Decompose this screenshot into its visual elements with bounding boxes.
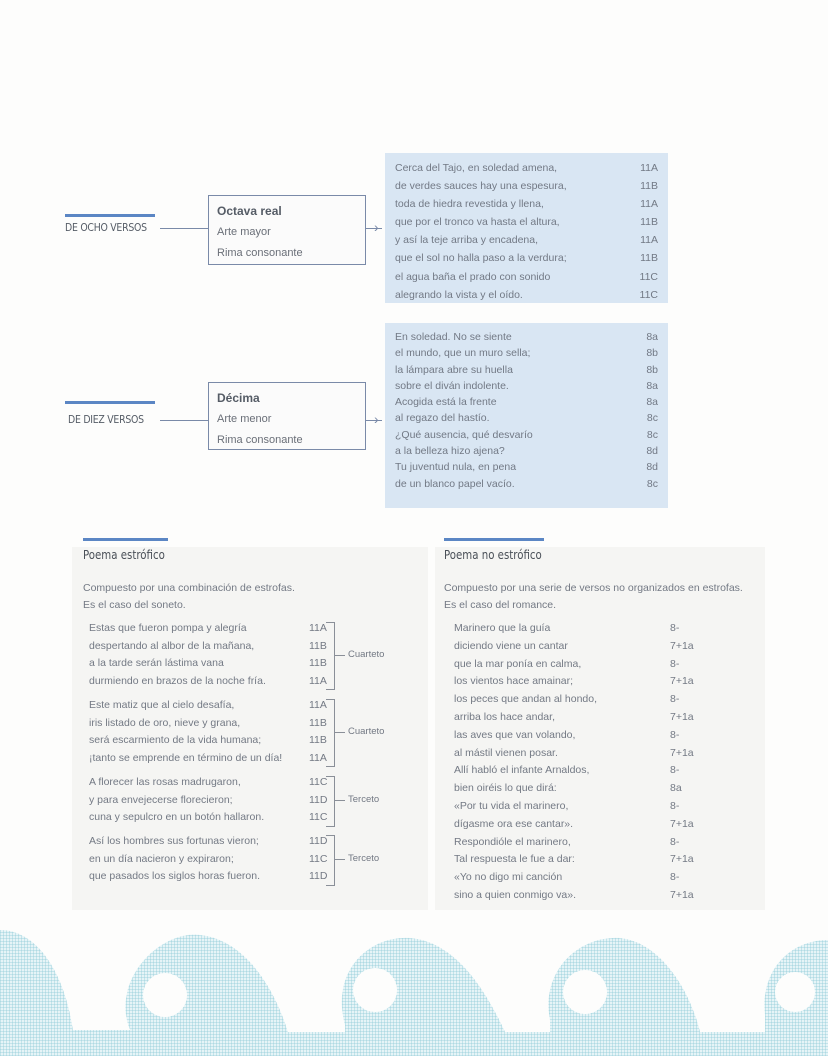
verse-row [89, 715, 339, 732]
verse-meter: 8- [670, 657, 680, 670]
verse-row [395, 459, 658, 475]
stanza-bracket [326, 835, 335, 886]
verse-meter: 11A [640, 234, 658, 247]
verse-row [395, 249, 658, 267]
verse-row [454, 727, 714, 744]
verse-row [454, 620, 714, 637]
verse-text: bien oiréis lo que dirá: [454, 782, 557, 795]
verse-text: que pasados los siglos horas fueron. [89, 870, 261, 882]
verse-row [89, 851, 339, 868]
verse-row [454, 691, 714, 708]
verse-row [89, 732, 339, 749]
verse-meter: 11A [309, 751, 327, 764]
verse-row [89, 750, 339, 767]
arrow-right-icon: › [374, 219, 379, 235]
accent-rule [65, 401, 155, 404]
verse-text: al mástil vienen posar. [454, 746, 558, 759]
verse-text: Este matiz que al cielo desafía, [89, 699, 235, 711]
box-title: Décima [217, 391, 260, 405]
box-line: Arte mayor [217, 226, 271, 238]
description-line: Es el caso del soneto. [83, 599, 186, 611]
verse-row [395, 329, 658, 345]
verse-row [395, 159, 658, 177]
verse-meter: 8- [670, 835, 680, 848]
verse-meter: 8- [670, 800, 680, 812]
verse-meter: 11C [309, 811, 328, 823]
verse-row [89, 774, 339, 791]
description-line: Compuesto por una combinación de estrofas. [83, 582, 295, 594]
arrow-right-icon: › [374, 411, 379, 427]
verse-text: de un blanco papel vacío. [395, 477, 515, 490]
verse-row [89, 697, 339, 714]
verse-row [89, 655, 339, 672]
verse-meter: 8- [670, 728, 680, 741]
verse-row [395, 268, 658, 286]
verse-text: que por el tronco va hasta el altura, [395, 216, 560, 229]
verse-row [395, 378, 658, 394]
verse-text: Respondióle el marinero, [454, 835, 571, 848]
verse-text: el mundo, que un muro sella; [395, 347, 531, 360]
accent-rule [83, 538, 168, 541]
verse-row [395, 362, 658, 378]
box-line: Rima consonante [217, 247, 303, 259]
bracket-tick [335, 655, 345, 656]
verse-box [385, 153, 668, 303]
verse-meter: 11A [309, 674, 327, 687]
connector-line [160, 420, 208, 421]
verse-meter: 8c [646, 428, 658, 441]
verse-meter: 11C [309, 776, 328, 788]
verse-row [454, 869, 714, 886]
verse-meter: 8a [646, 331, 658, 343]
verse-meter: 7+1a [670, 746, 694, 759]
verse-row [454, 762, 714, 779]
verse-row [454, 816, 714, 833]
verse-text: iris listado de oro, nieve y grana, [89, 716, 241, 729]
verse-meter: 8- [670, 693, 680, 706]
verse-text: despertando al albor de la mañana, [89, 639, 255, 652]
verse-row [89, 792, 339, 809]
verse-row [454, 798, 714, 815]
verse-text: arriba los hace andar, [454, 711, 555, 723]
verse-meter: 8- [670, 764, 680, 777]
verse-row [395, 394, 658, 410]
stanza-label: Terceto [348, 794, 380, 806]
verse-text: los vientos hace amainar; [454, 675, 574, 688]
verse-text: Estas que fueron pompa y alegría [89, 622, 247, 634]
verse-row [454, 638, 714, 655]
verse-row [89, 809, 339, 826]
box-title: Octava real [217, 204, 282, 218]
verse-text: durmiendo en brazos de la noche fría. [89, 674, 266, 687]
verse-meter: 11B [309, 639, 327, 652]
verse-text: al regazo del hastío. [395, 412, 490, 425]
verse-meter: 8- [670, 622, 680, 634]
accent-rule [65, 214, 155, 217]
verse-row [454, 780, 714, 797]
verse-box [385, 323, 668, 508]
verse-text: «Yo no digo mi canción [454, 871, 563, 884]
verse-text: toda de hiedra revestida y llena, [395, 198, 544, 211]
verse-meter: 11A [640, 198, 658, 211]
bracket-tick [335, 859, 345, 860]
verse-meter: 7+1a [670, 853, 694, 866]
verse-meter: 7+1a [670, 889, 694, 901]
verse-text: Tu juventud nula, en pena [395, 461, 517, 474]
verse-row [395, 443, 658, 459]
verse-meter: 8a [670, 782, 682, 795]
verse-meter: 11D [309, 793, 328, 806]
verse-meter: 11D [309, 870, 328, 882]
verse-meter: 7+1a [670, 639, 694, 652]
bracket-tick [335, 800, 345, 801]
stanza-label: Cuarteto [348, 649, 385, 660]
verse-meter: 11B [640, 252, 658, 265]
verse-row [395, 427, 658, 443]
stanza-bracket [326, 622, 335, 690]
section-title: Poema no estrófico [444, 548, 542, 562]
verse-text: la lámpara abre su huella [395, 363, 513, 376]
verse-meter: 7+1a [670, 711, 694, 723]
definition-box [208, 195, 366, 265]
verse-meter: 8a [646, 396, 658, 409]
verse-meter: 8a [646, 379, 658, 392]
verse-text: en un día nacieron y expiraron; [89, 852, 234, 865]
verse-text: diciendo viene un cantar [454, 639, 568, 652]
verse-text: A florecer las rosas madrugaron, [89, 776, 241, 788]
stanza-bracket [326, 776, 335, 827]
category-label: DE OCHO VERSOS [65, 221, 147, 234]
box-line: Arte menor [217, 413, 272, 425]
definition-box [208, 382, 366, 450]
verse-text: ¿Qué ausencia, qué desvarío [395, 428, 533, 441]
verse-meter: 7+1a [670, 817, 694, 830]
stanza-label: Terceto [348, 853, 380, 865]
verse-row [89, 673, 339, 690]
section-description [83, 580, 295, 614]
verse-text: alegrando la vista y el oído. [395, 288, 523, 301]
verse-row [454, 673, 714, 690]
verse-meter: 11B [309, 734, 327, 746]
verse-meter: 11C [639, 288, 658, 301]
verse-meter: 8b [646, 363, 658, 376]
verse-meter: 8d [646, 461, 658, 474]
verse-meter: 8c [646, 412, 658, 425]
stanza-label: Cuarteto [348, 726, 385, 737]
description-line: Es el caso del romance. [444, 599, 557, 611]
verse-row [454, 834, 714, 851]
verse-meter: 8c [646, 477, 658, 490]
verse-text: que la mar ponía en calma, [454, 657, 582, 670]
box-line: Rima consonante [217, 434, 303, 446]
verse-row [454, 656, 714, 673]
verse-text: ¡tanto se emprende en término de un día! [89, 751, 283, 764]
section-description [444, 580, 743, 614]
verse-text: el agua baña el prado con sonido [395, 270, 551, 283]
verse-row [89, 620, 339, 637]
verse-meter: 11B [640, 216, 658, 229]
verse-meter: 11D [309, 835, 328, 847]
verse-meter: 8b [646, 347, 658, 360]
description-line: Compuesto por una serie de versos no organizados en estrofas. [444, 582, 743, 594]
verse-text: Marinero que la guía [454, 622, 551, 634]
verse-row [454, 887, 714, 904]
verse-text: sino a quien conmigo va». [454, 889, 576, 901]
wave-decoration [0, 920, 828, 1056]
verse-meter: 8- [670, 871, 680, 884]
verse-text: «Por tu vida el marinero, [454, 800, 569, 812]
verse-row [89, 833, 339, 850]
verse-row [395, 476, 658, 492]
section-title: Poema estrófico [83, 548, 165, 562]
verse-row [454, 851, 714, 868]
verse-text: de verdes sauces hay una espesura, [395, 180, 567, 193]
verse-text: a la tarde serán lástima vana [89, 657, 224, 669]
bracket-tick [335, 732, 345, 733]
accent-rule [444, 538, 544, 541]
verse-row [89, 868, 339, 885]
verse-meter: 8d [646, 445, 658, 458]
verse-row [395, 231, 658, 249]
verse-row [395, 213, 658, 231]
verse-row [395, 286, 658, 304]
verse-row [454, 709, 714, 726]
verse-meter: 11A [309, 699, 327, 711]
verse-text: a la belleza hizo ajena? [395, 445, 505, 458]
verse-meter: 11B [309, 716, 327, 729]
verse-row [395, 410, 658, 426]
verse-text: y para envejecerse florecieron; [89, 793, 233, 806]
verse-meter: 7+1a [670, 675, 694, 688]
connector-line [160, 228, 208, 229]
verse-row [395, 177, 658, 195]
verse-text: Tal respuesta le fue a dar: [454, 853, 575, 866]
category-label: DE DIEZ VERSOS [68, 413, 144, 426]
verse-meter: 11B [640, 180, 658, 193]
verse-row [395, 345, 658, 361]
verse-text: Así los hombres sus fortunas vieron; [89, 835, 259, 847]
verse-text: Allí habló el infante Arnaldos, [454, 764, 590, 777]
verse-text: cuna y sepulcro en un botón hallaron. [89, 811, 265, 823]
verse-row [395, 195, 658, 213]
verse-meter: 11A [640, 162, 658, 174]
verse-text: las aves que van volando, [454, 728, 576, 741]
verse-meter: 11A [309, 622, 327, 634]
verse-row [454, 745, 714, 762]
verse-text: los peces que andan al hondo, [454, 693, 598, 706]
verse-text: dígasme ora ese cantar». [454, 817, 574, 830]
verse-meter: 11B [309, 657, 327, 669]
verse-text: Acogida está la frente [395, 396, 497, 409]
verse-text: sobre el diván indolente. [395, 379, 509, 392]
verse-text: En soledad. No se siente [395, 331, 512, 343]
verse-text: será escarmiento de la vida humana; [89, 734, 262, 746]
verse-meter: 11C [639, 270, 658, 283]
stanza-bracket [326, 699, 335, 767]
verse-text: Cerca del Tajo, en soledad amena, [395, 162, 558, 174]
verse-meter: 11C [309, 852, 328, 865]
verse-row [89, 638, 339, 655]
verse-text: que el sol no halla paso a la verdura; [395, 252, 567, 265]
verse-text: y así la teje arriba y encadena, [395, 234, 539, 247]
